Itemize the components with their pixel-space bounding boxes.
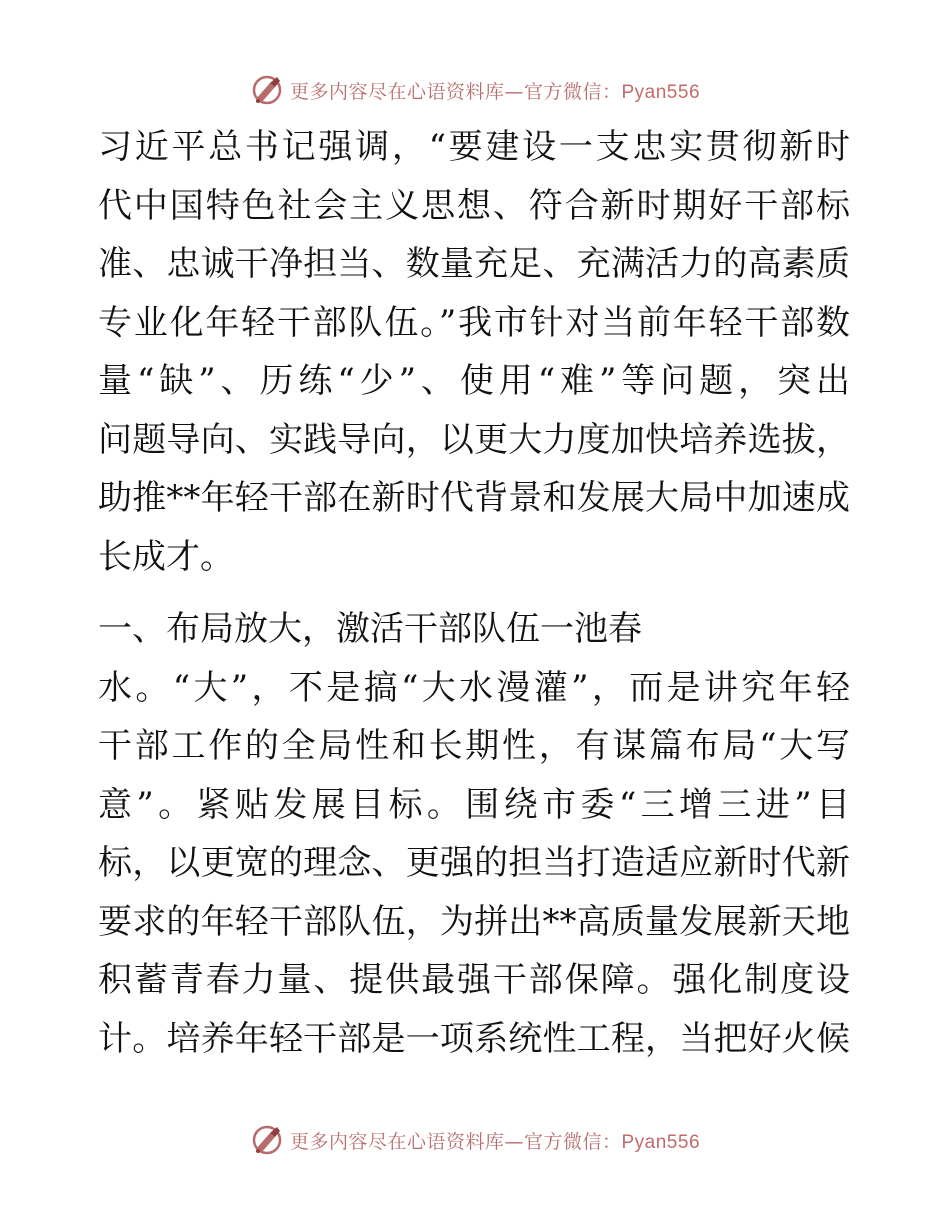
text-line: 干部工作的全局性和长期性，有谋篇布局“大写	[98, 726, 850, 766]
paragraph-intro	[98, 118, 850, 586]
text-line: 专业化年轻干部队伍。”我市针对当前年轻干部数	[98, 302, 850, 343]
text-line: 积蓄青春力量、提供最强干部保障。强化制度设	[98, 960, 850, 1000]
watermark-text: 更多内容尽在心语资料库—官方微信：Pyan556	[289, 1130, 701, 1153]
watermark-text: 更多内容尽在心语资料库—官方微信：Pyan556	[289, 80, 701, 103]
text-line: 量“缺”、历练“少”、使用“难”等问题，突出	[98, 361, 850, 401]
text-line: 准、忠诚干净担当、数量充足、充满活力的高素质	[98, 244, 850, 284]
header-watermark	[0, 70, 950, 110]
pen-logo-icon	[250, 1123, 284, 1157]
footer-watermark	[0, 1120, 950, 1160]
text-line: 助推**年轻干部在新时代背景和发展大局中加速成	[98, 478, 850, 518]
document-body	[98, 118, 850, 1068]
text-line: 代中国特色社会主义思想、符合新时期好干部标	[98, 185, 850, 226]
text-line: 标，以更宽的理念、更强的担当打造适应新时代新	[98, 843, 850, 883]
pen-logo-icon	[250, 73, 284, 107]
text-line: 长成才。	[98, 536, 234, 577]
text-line: 计。培养年轻干部是一项系统性工程，当把好火候	[98, 1018, 850, 1059]
paragraph-section-one	[98, 600, 850, 1068]
section-heading: 一、布局放大，激活干部队伍一池春	[98, 609, 642, 649]
text-line: 习近平总书记强调，“要建设一支忠实贯彻新时	[98, 127, 850, 167]
text-line: 问题导向、实践导向，以更大力度加快培养选拔，	[98, 419, 850, 460]
text-line: 意”。紧贴发展目标。围绕市委“三增三进”目	[98, 784, 850, 825]
text-line: 水。“大”，不是搞“大水漫灌”，而是讲究年轻	[98, 667, 850, 708]
text-line: 要求的年轻干部队伍，为拼出**高质量发展新天地	[98, 901, 850, 942]
